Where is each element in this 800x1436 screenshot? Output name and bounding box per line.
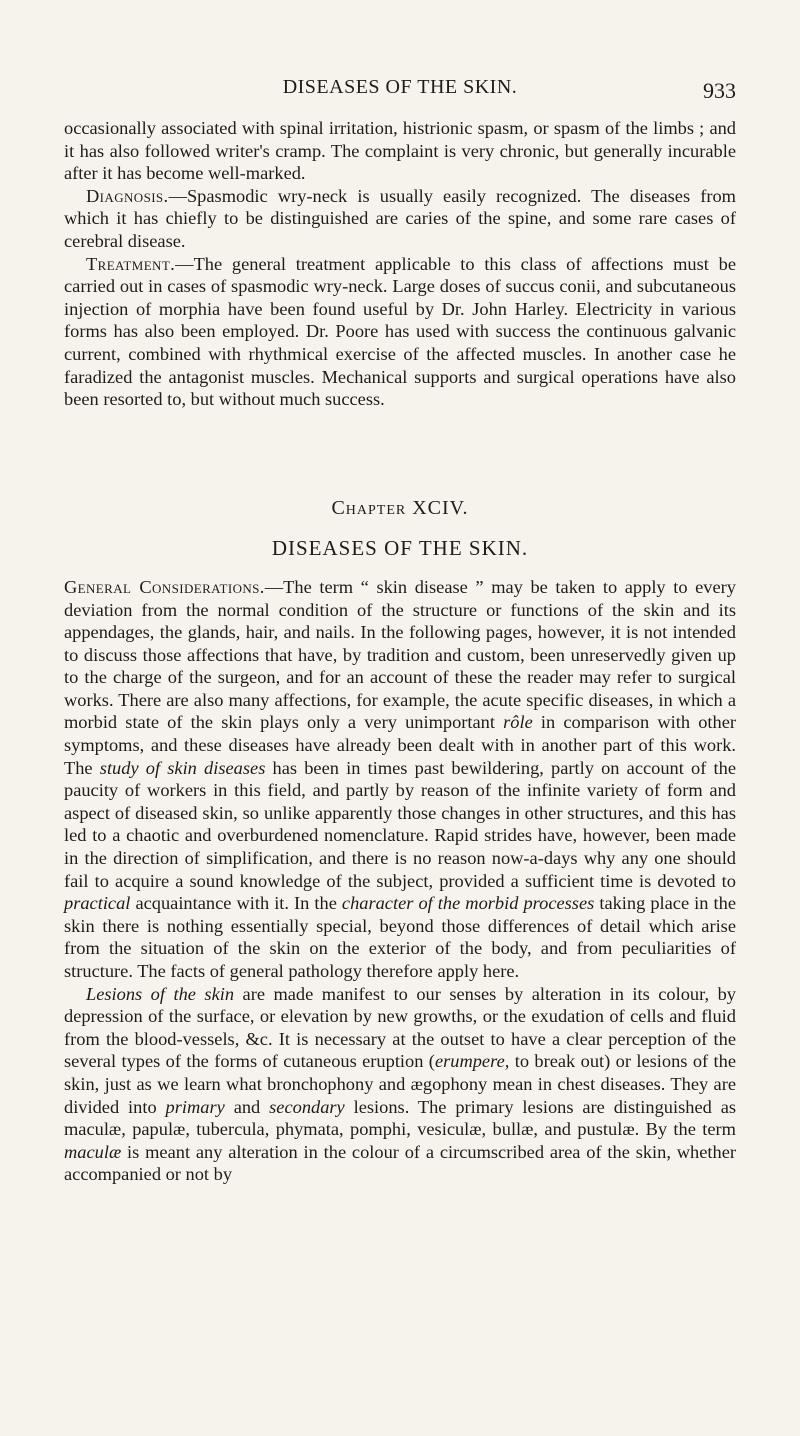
- general-considerations-heading: General Considerations.: [64, 576, 265, 597]
- running-head: [64, 72, 736, 102]
- chapter-title: DISEASES OF THE SKIN.: [271, 536, 529, 561]
- italic-maculae: maculæ: [64, 1141, 122, 1162]
- text-run: and: [224, 1096, 270, 1117]
- italic-lesions-of-the-skin: Lesions of the skin: [86, 983, 235, 1004]
- paragraph-wry-neck-continued: [64, 117, 736, 185]
- text-run: in comparison with other symptoms, and these diseases have already been dealt with in another part of this work. The: [64, 712, 737, 778]
- paragraph-treatment: [64, 253, 736, 411]
- italic-practical: practical: [64, 893, 131, 914]
- text-run: —The term “ skin disease ” may be taken to apply to every deviation from the normal condition of the structure or functions of the skin and its appendages, the glands, hair, and nails. In the following pages, however, it is not intended to discuss those affections that have, by tradition and custom, been unreservedly given up to the charge of the surgeon, and for an account of these the reader may refer to surgical works. There are also many affections, for example, the acute specific diseases, in which a morbid state of the skin plays only a very unimportant: [64, 576, 736, 733]
- paragraph-lesions: [64, 983, 736, 1186]
- diagnosis-text: —Spasmodic wry-neck is usually easily recognized. The diseases from which it has chiefly to be distinguished are caries of the spine, and some rare cases of cerebral disease.: [64, 185, 736, 251]
- paragraph-general-considerations: [64, 576, 736, 983]
- text-run: to break out) or lesions of the skin, just as we learn what bronchophony and ægophony mean in chest diseases. They are divided into: [64, 1051, 736, 1117]
- diagnosis-heading: Diagnosis.: [86, 185, 169, 206]
- paragraph-diagnosis: [64, 185, 736, 253]
- paragraph-text: occasionally associated with spinal irritation, histrionic spasm, or spasm of the limbs ; and it has also followed writer's cramp. The complaint is very chronic, but generally incurable after it has become well-marked.: [64, 118, 736, 184]
- text-run: is meant any alteration in the colour of a circumscribed area of the skin, whether accompanied or not by: [64, 1141, 736, 1185]
- text-run: has been in times past bewildering, partly on account of the paucity of workers in this field, and partly by reason of the infinite variety of form and aspect of diseased skin, so unlike apparently those changes in other structures, and this has led to a chaotic and overburdened nomenclature. Rapid strides have, however, been made in the direction of simplification, and there is no reason now-a-days why any one should fail to acquire a sound knowledge of the subject, provided a sufficient time is devoted to: [64, 757, 736, 891]
- italic-role: rôle: [503, 712, 533, 733]
- running-head-title: DISEASES OF THE SKIN.: [282, 76, 518, 98]
- chapter-number: Chapter XCIV.: [331, 496, 469, 519]
- text-run: acquaintance with it. In the: [130, 893, 342, 914]
- page-number: 933: [703, 78, 736, 103]
- text-run: are made manifest to our senses by alteration in its colour, by depression of the surface, or elevation by new growths, or the exudation of cells and fluid from the blood-vessels, &c. It is necessary at the outset to have a clear perception of the several types of the forms of cutaneous eruption (: [64, 983, 736, 1072]
- treatment-heading: Treatment.: [86, 253, 176, 274]
- text-run: lesions. The primary lesions are distinguished as maculæ, papulæ, tubercula, phymata, pomphi, vesiculæ, bullæ, and pustulæ. By the term: [64, 1096, 737, 1140]
- italic-secondary: secondary: [269, 1096, 345, 1117]
- italic-study-of-skin-diseases: study of skin diseases: [99, 757, 266, 778]
- treatment-text: —The general treatment applicable to this class of affections must be carried out in cases of spasmodic wry-neck. Large doses of succus conii, and subcutaneous injection of morphia have been found useful by Dr. John Harley. Electricity in various forms has also been employed. Dr. Poore has used with success the continuous galvanic current, combined with rhythmical exercise of the affected muscles. In another case he faradized the antagonist muscles. Mechanical supports and surgical operations have also been resorted to, but without much success.: [64, 253, 736, 410]
- text-run: taking place in the skin there is nothing essentially special, beyond those differences of detail which arise from the situation of the skin on the exterior of the body, and from peculiarities of structure. The facts of general pathology therefore apply here.: [64, 893, 736, 981]
- italic-erumpere: erumpere,: [434, 1051, 510, 1072]
- page-body: [64, 117, 736, 1186]
- italic-character-of-morbid-processes: character of the morbid processes: [341, 893, 595, 914]
- italic-primary: primary: [165, 1096, 225, 1117]
